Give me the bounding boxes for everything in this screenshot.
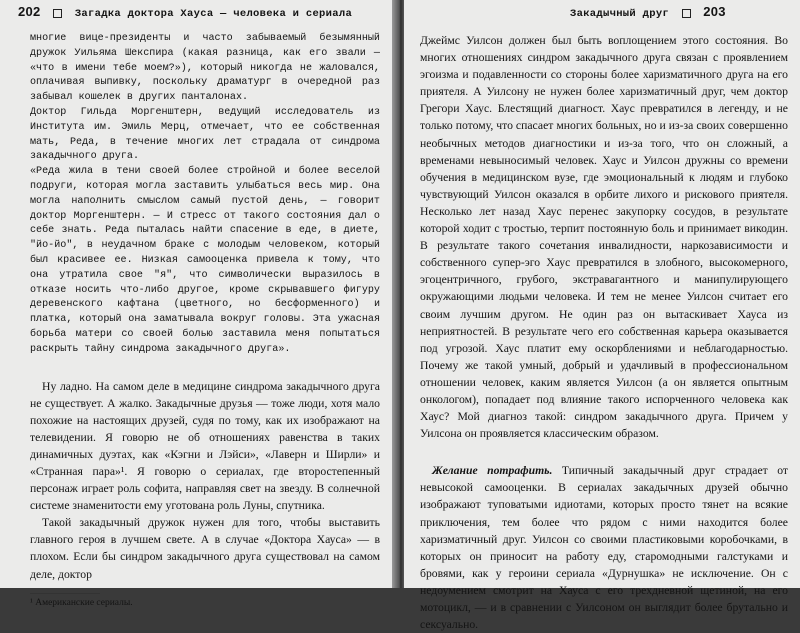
footnote-rule: [30, 593, 100, 594]
mono-paragraph: «Реда жила в тени своей более стройной и более веселой подруги, которая могла заставить улыбаться весь мир. Она могла наполнить смыслом самый пустой день, — говорит доктор Моргенштерн. — И стресс от такого состояния дал о себе знать. Реда пыталась найти спасение в еде, в диете, "йо-йо", в неудачном браке с молодым человеком, который был красивее ее. Низкая самооценка привела к тому, что она утратила свое "я", что символически выразилось в отказе носить что-либо другое, кроме скрывавшего фигуру деревенского кафтана (цветного, но бесформенного) и платка, который она заматывала вокруг головы. Эта ужасная борьба матери со своей болью заставила меня попытаться раскрыть тайну синдрома закадычного друга».: [30, 166, 380, 355]
right-running-title: Закадычный друг: [570, 8, 670, 20]
right-page-number: 203: [703, 4, 726, 19]
left-running-title: Загадка доктора Хауса — человека и сериала: [74, 8, 353, 20]
body-paragraph: Ну ладно. На самом деле в медицине синдрома закадычного друга не существует. А жалко. Закадычные друзья — тоже люди, хотя мало похожие на настоящих друзей, судя по тому, как их изображают на телевидении. Я говорю не об отношениях равенства в таких динамичных дуэтах, как «Кэгни и Лэйси», «Лаверн и Ширли» и «Странная пара»¹. Я говорю о сериалах, где второстепенный персонаж играет роль софита, направляя свет на звезду. В солнечной системе знаменитости ему уготована роль Луны, спутника.: [30, 379, 380, 513]
quoted-passage: [30, 32, 380, 358]
right-page: [404, 0, 800, 632]
right-page-header: [570, 4, 790, 20]
section-text: Типичный закадычный друг страдает от невысокой самооценки. В сериалах закадычных друзей обычно изображают туповатыми идиотами, которых просто тянет на всякие приключения, тем более что рядом с ними находится более харизматичный друг. Уилсон со своими пластиковыми коробочками, в которых он приносит на работу еду, старомодными галстуками и бровями, как у героини сериала «Дурнушка» не исключение. Он с недоумением смотрит на Хауса с его трехдневной щетиной, на его мотоцикл, — и в сравнении с Уилсоном он выглядит более брутально и сексуально.: [420, 464, 788, 632]
mono-paragraph: Доктор Гильда Моргенштерн, ведущий исследователь из Института им. Эмиль Мерц, отмечает, что ее собственная мать, Реда, в течение многих лет страдала от синдрома закадычного друга.: [30, 106, 380, 163]
left-page-header: [18, 4, 380, 20]
left-page-number: 202: [18, 4, 41, 19]
body-text: [420, 32, 788, 633]
header-square-icon: [682, 9, 691, 18]
mono-paragraph: многие вице-президенты и часто забываемый безымянный дружок Уильяма Шекспира (какая разница, как его звали — «что в имени тебе моем?»), который никогда не жаловался, оплачивая выпивку, поскольку драматург в очередной раз забывал кошелек в других панталонах.: [30, 33, 380, 104]
body-paragraph: Такой закадычный дружок нужен для того, чтобы выставить главного героя в лучшем свете. А в случае «Доктора Хауса» — в плохом. Если бы синдром закадычного друга существовал на самом деле, доктор: [30, 516, 380, 581]
left-page: [0, 0, 396, 608]
body-text: [30, 378, 380, 583]
header-square-icon: [53, 9, 62, 18]
section-paragraph: [420, 462, 788, 633]
section-lead: Желание потрафить.: [432, 464, 553, 478]
body-paragraph: Джеймс Уилсон должен был быть воплощением этого состояния. Во многих отношениях синдром закадычного друга связан с проявлением эгоизма и подавленности со стороны более харизматичного друга на его приятеля. А Уилсону не нужен более харизматичный друг, чем доктор Грегори Хаус. Блестящий диагност. Хаус превратился в легенду, и не только потому, что спасает многих больных, но и из-за своих совершенно необычных методов диагностики и из-за того, что он сложный, а временами невыносимый человек. Хаус и Уилсон дружны со времени обучения в медицинском вузе, где эмоциональный к людям и глубоко чувствующий Уилсон оказался в орбите лихого и рискового приятеля. Несколько лет назад Хаус перенес закупорку сосудов, в результате которой ходит с тростью, терпит постоянную боль и принимает викодин. В результате такого сочетания инвалидности, наркозависимости и собственного супер-эго Хаус превратился в злобного, высокомерного, эгоцентричного, грубого, экстравагантного и манипулирующего окружающими людьми человека. И тем не менее Уилсон считает его своим лучшим другом. Не один раз он вытаскивает Хауса из неприятностей. В результате чего его собственная карьера оказывается под угрозой. Хаус платит ему оскорблениями и неблагодарностью. Почему же такой умный, добрый и удачливый в профессиональном отношении человек, каким является Уилсон (а он является опытным онкологом), попадает под влияние такого испорченного человека как Хаус? Мой диагноз такой: синдром закадычного друга. Причем у Уилсона он проявляется классическим образом.: [420, 34, 788, 441]
footnote: ¹ Американские сериалы.: [30, 597, 133, 608]
